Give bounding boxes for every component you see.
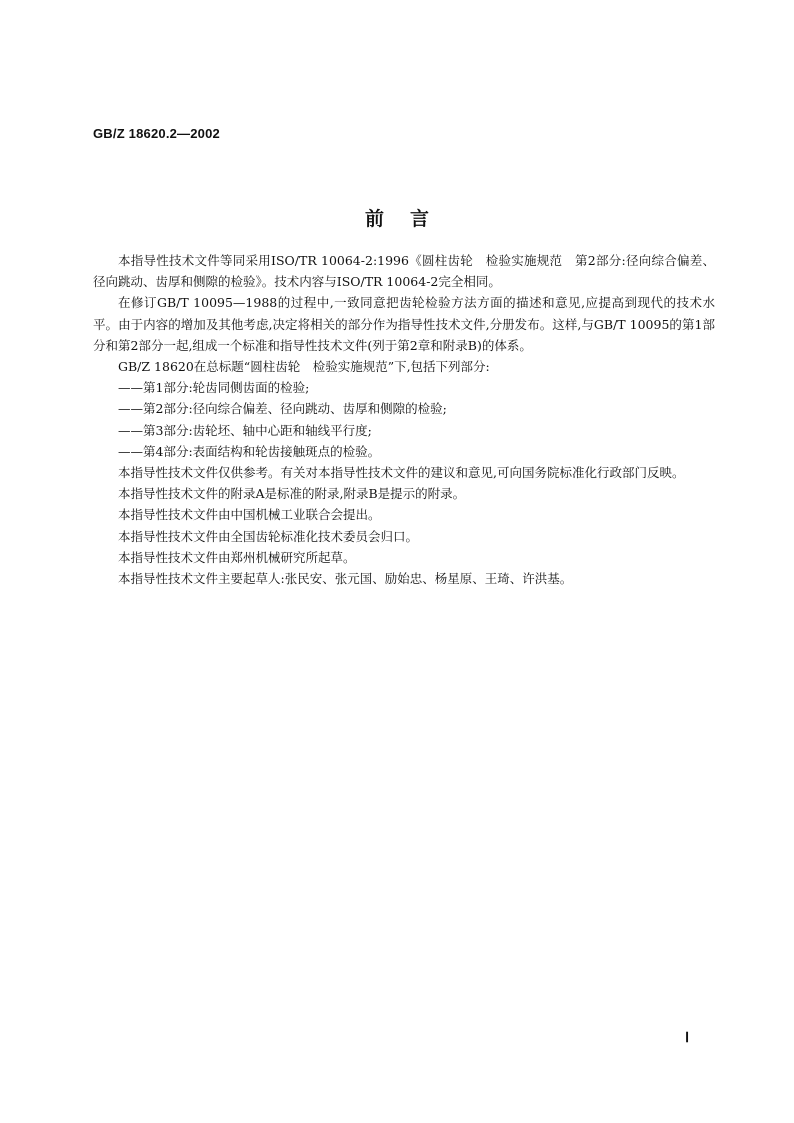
paragraph: 本指导性技术文件等同采用ISO/TR 10064-2:1996《圆柱齿轮 检验实施规范 第2部分:径向综合偏差、径向跳动、齿厚和侧隙的检验》。技术内容与ISO/TR 10064-2完全相同。 xyxy=(93,253,715,290)
paragraph: 本指导性技术文件的附录A是标准的附录,附录B是提示的附录。 xyxy=(118,486,466,502)
paragraph: 本指导性技术文件由全国齿轮标准化技术委员会归口。 xyxy=(118,528,419,544)
page-number: Ⅰ xyxy=(685,1031,690,1046)
paragraph: GB/Z 18620在总标题“圆柱齿轮 检验实施规范”下,包括下列部分: xyxy=(118,359,490,375)
page-title: 前言 xyxy=(364,208,455,230)
list-item: ——第2部分:径向综合偏差、径向跳动、齿厚和侧隙的检验; xyxy=(118,401,447,417)
list-item: ——第4部分:表面结构和轮齿接触斑点的检验。 xyxy=(118,443,381,459)
paragraph: 本指导性技术文件由郑州机械研究所起草。 xyxy=(118,549,356,565)
paragraph: 本指导性技术文件由中国机械工业联合会提出。 xyxy=(118,507,381,523)
standard-number: GB/Z 18620.2—2002 xyxy=(93,126,220,141)
list-item: ——第1部分:轮齿同侧齿面的检验; xyxy=(118,380,310,396)
list-item: ——第3部分:齿轮坯、轴中心距和轴线平行度; xyxy=(118,422,372,438)
paragraph: 在修订GB/T 10095—1988的过程中,一致同意把齿轮检验方法方面的描述和意见,应提高到现代的技术水平。由于内容的增加及其他考虑,决定将相关的部分作为指导性技术文件,分册发布。这样,与GB/T 10095的第1部分和第2部分一起,组成一个标准和指导性技术文件(列于第2章和附录B)的体系。 xyxy=(93,295,715,353)
paragraph: 本指导性技术文件仅供参考。有关对本指导性技术文件的建议和意见,可向国务院标准化行政部门反映。 xyxy=(118,465,685,481)
paragraph: 本指导性技术文件主要起草人:张民安、张元国、励始忠、杨星原、王琦、许洪基。 xyxy=(118,571,573,587)
foreword-body xyxy=(93,250,715,589)
